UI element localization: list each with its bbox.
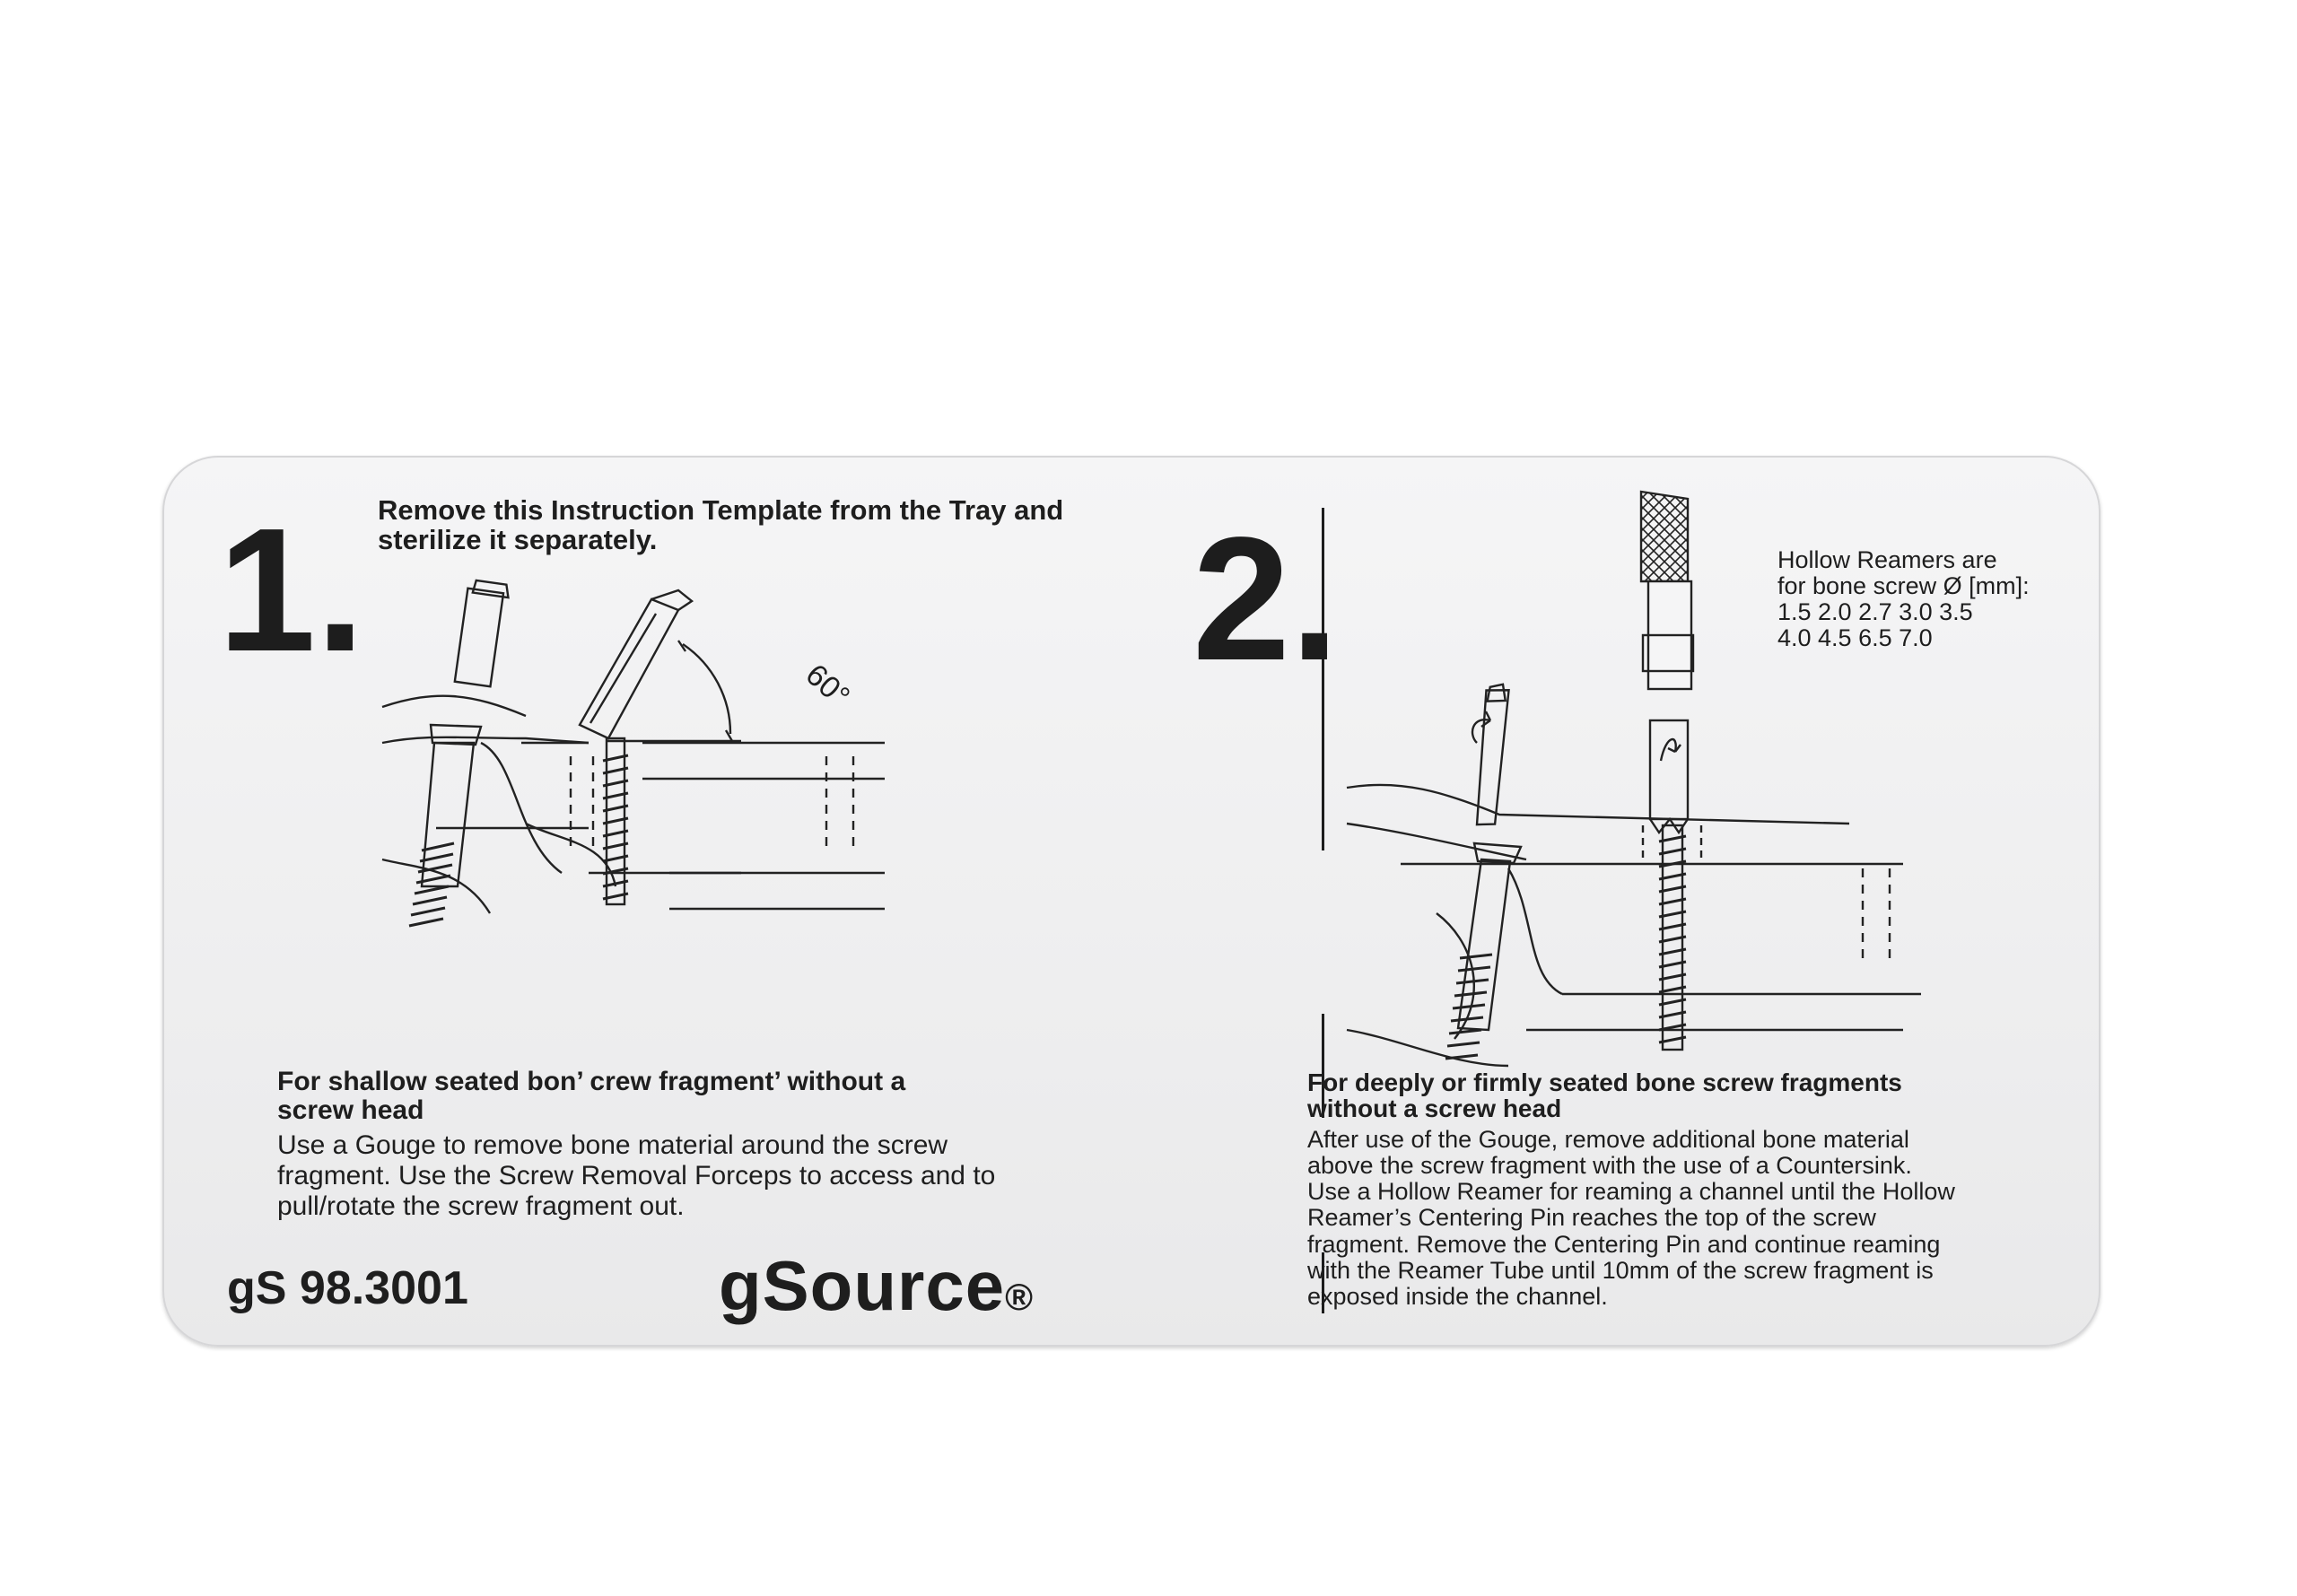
reamer-info-line-4: 4.0 4.5 6.5 7.0 bbox=[1777, 624, 1933, 652]
brand-registered-mark: ® bbox=[1005, 1276, 1035, 1318]
step-1-number: 1. bbox=[218, 492, 365, 688]
step-1-body-line-3: pull/rotate the screw fragment out. bbox=[277, 1191, 685, 1222]
step-2-subheading bbox=[1307, 1069, 1902, 1122]
step-2-body-line-3: Use a Hollow Reamer for reaming a channel until the Hollow bbox=[1307, 1178, 1955, 1206]
step-1-subheading-line-2: screw head bbox=[277, 1095, 424, 1126]
instruction-template-card bbox=[162, 456, 2100, 1347]
reamer-info-line-3: 1.5 2.0 2.7 3.0 3.5 bbox=[1777, 598, 1973, 626]
step-2-subheading-line-2: without a screw head bbox=[1307, 1095, 1562, 1123]
step-1-heading bbox=[378, 495, 1063, 555]
step-2-body-line-5: fragment. Remove the Centering Pin and continue reaming bbox=[1307, 1230, 1941, 1258]
step-1-heading-line-1: Remove this Instruction Template from the Tray and bbox=[378, 494, 1064, 526]
step-2-number: 2. bbox=[1192, 501, 1340, 697]
step-1-body-line-2: fragment. Use the Screw Removal Forceps to access and to bbox=[277, 1161, 996, 1191]
step-2-body-line-7: exposed inside the channel. bbox=[1307, 1282, 1608, 1310]
brand-name: gSource bbox=[719, 1246, 1006, 1325]
step-2-body-line-2: above the screw fragment with the use of a Countersink. bbox=[1307, 1152, 1912, 1180]
step-1-body bbox=[277, 1130, 995, 1223]
step-1-heading-line-2: sterilize it separately. bbox=[378, 524, 658, 556]
step-1-body-line-1: Use a Gouge to remove bone material around the screw bbox=[277, 1130, 948, 1160]
step-2-illustration bbox=[1347, 492, 2065, 1075]
step-2-body-line-4: Reamer’s Centering Pin reaches the top of the screw bbox=[1307, 1204, 1876, 1232]
step-2-body-line-6: with the Reamer Tube until 10mm of the screw fragment is bbox=[1307, 1256, 1934, 1284]
reamer-info-line-1: Hollow Reamers are bbox=[1777, 546, 1997, 573]
step-1-subheading-line-1: For shallow seated bon’ crew fragment’ without a bbox=[277, 1067, 906, 1096]
reamer-info-line-2: for bone screw Ø [mm]: bbox=[1777, 572, 2030, 600]
brand-logo bbox=[719, 1245, 1034, 1327]
catalog-number: gS 98.3001 bbox=[227, 1262, 468, 1314]
step-2-body-line-1: After use of the Gouge, remove additional bone material bbox=[1307, 1126, 1909, 1153]
step-1-illustration bbox=[382, 554, 1100, 931]
step-2-body bbox=[1307, 1127, 1955, 1310]
step-2-subheading-line-1: For deeply or firmly seated bone screw fragments bbox=[1307, 1068, 1902, 1096]
angle-label: 60° bbox=[799, 658, 857, 714]
step-1-subheading bbox=[277, 1068, 905, 1126]
